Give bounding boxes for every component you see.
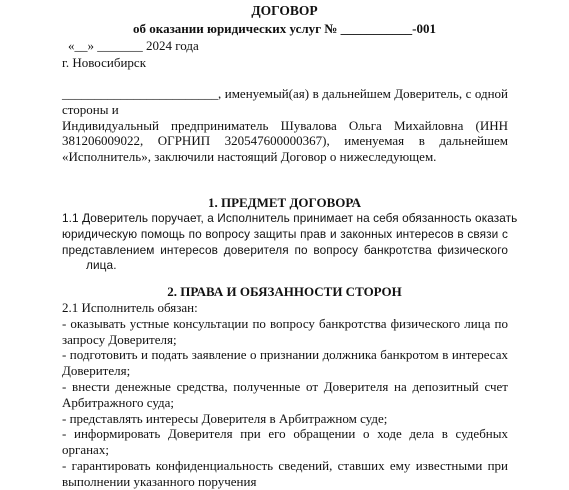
section-2-line: - гарантировать конфиденциальность сведений, ставших ему известными при: [62, 457, 508, 473]
section-2-line: органах;: [62, 442, 109, 458]
section-1-line: 1.1 Доверитель поручает, а Исполнитель принимает на себя обязанность оказать: [62, 211, 518, 225]
intro-line: 381206009022, ОГРНИП 320547600000367), именуемая в дальнейшем: [62, 133, 508, 149]
intro-paragraph: [62, 86, 508, 165]
intro-line: «Исполнитель», заключили настоящий Договор о нижеследующем.: [62, 149, 437, 165]
section-2-line: Доверителя;: [62, 363, 131, 379]
section-2-line: - внести денежные средства, полученные от Доверителя на депозитный счет: [62, 378, 508, 394]
date-line: «__» _______ 2024 года: [68, 38, 199, 53]
section-1-heading: 1. ПРЕДМЕТ ДОГОВОРА: [207, 195, 362, 210]
section-1-line: представлением интересов доверителя по вопросу банкротства физического: [62, 242, 508, 257]
section-2-line: - оказывать устные консультации по вопросу банкротства физического лица по: [62, 315, 508, 331]
intro-line: ________________________, именуемый(ая) в дальнейшем Доверитель, с одной: [62, 86, 508, 101]
document-subtitle: об оказании юридических услуг № ___________-001: [133, 21, 436, 36]
section-2-line: выполнении указанного поручения: [62, 473, 257, 489]
intro-line: Индивидуальный предприниматель Шувалова Ольга Михайловна (ИНН: [62, 117, 508, 133]
section-2-line: - подготовить и подать заявление о признании должника банкротом в интересах: [62, 347, 508, 363]
section-2-heading: 2. ПРАВА И ОБЯЗАННОСТИ СТОРОН: [167, 284, 402, 299]
intro-line: стороны и: [62, 101, 119, 117]
section-2-line: 2.1 Исполнитель обязан:: [62, 300, 198, 315]
section-2-line: - информировать Доверителя при его обращении о ходе дела в судебных: [62, 426, 508, 442]
section-1-body: [62, 211, 518, 274]
section-2-line: запросу Доверителя;: [62, 331, 177, 347]
section-2-line: Арбитражного суда;: [62, 394, 175, 410]
section-1-line: юридическую помощь по вопросу защиты прав и законных интересов в связи с: [62, 226, 508, 241]
city-line: г. Новосибирск: [62, 55, 147, 70]
section-2-line: - представлять интересы Доверителя в Арбитражном суде;: [62, 410, 388, 426]
section-1-line: лица.: [86, 258, 117, 273]
document-title: ДОГОВОР: [251, 3, 318, 18]
section-2-body: [62, 300, 508, 490]
